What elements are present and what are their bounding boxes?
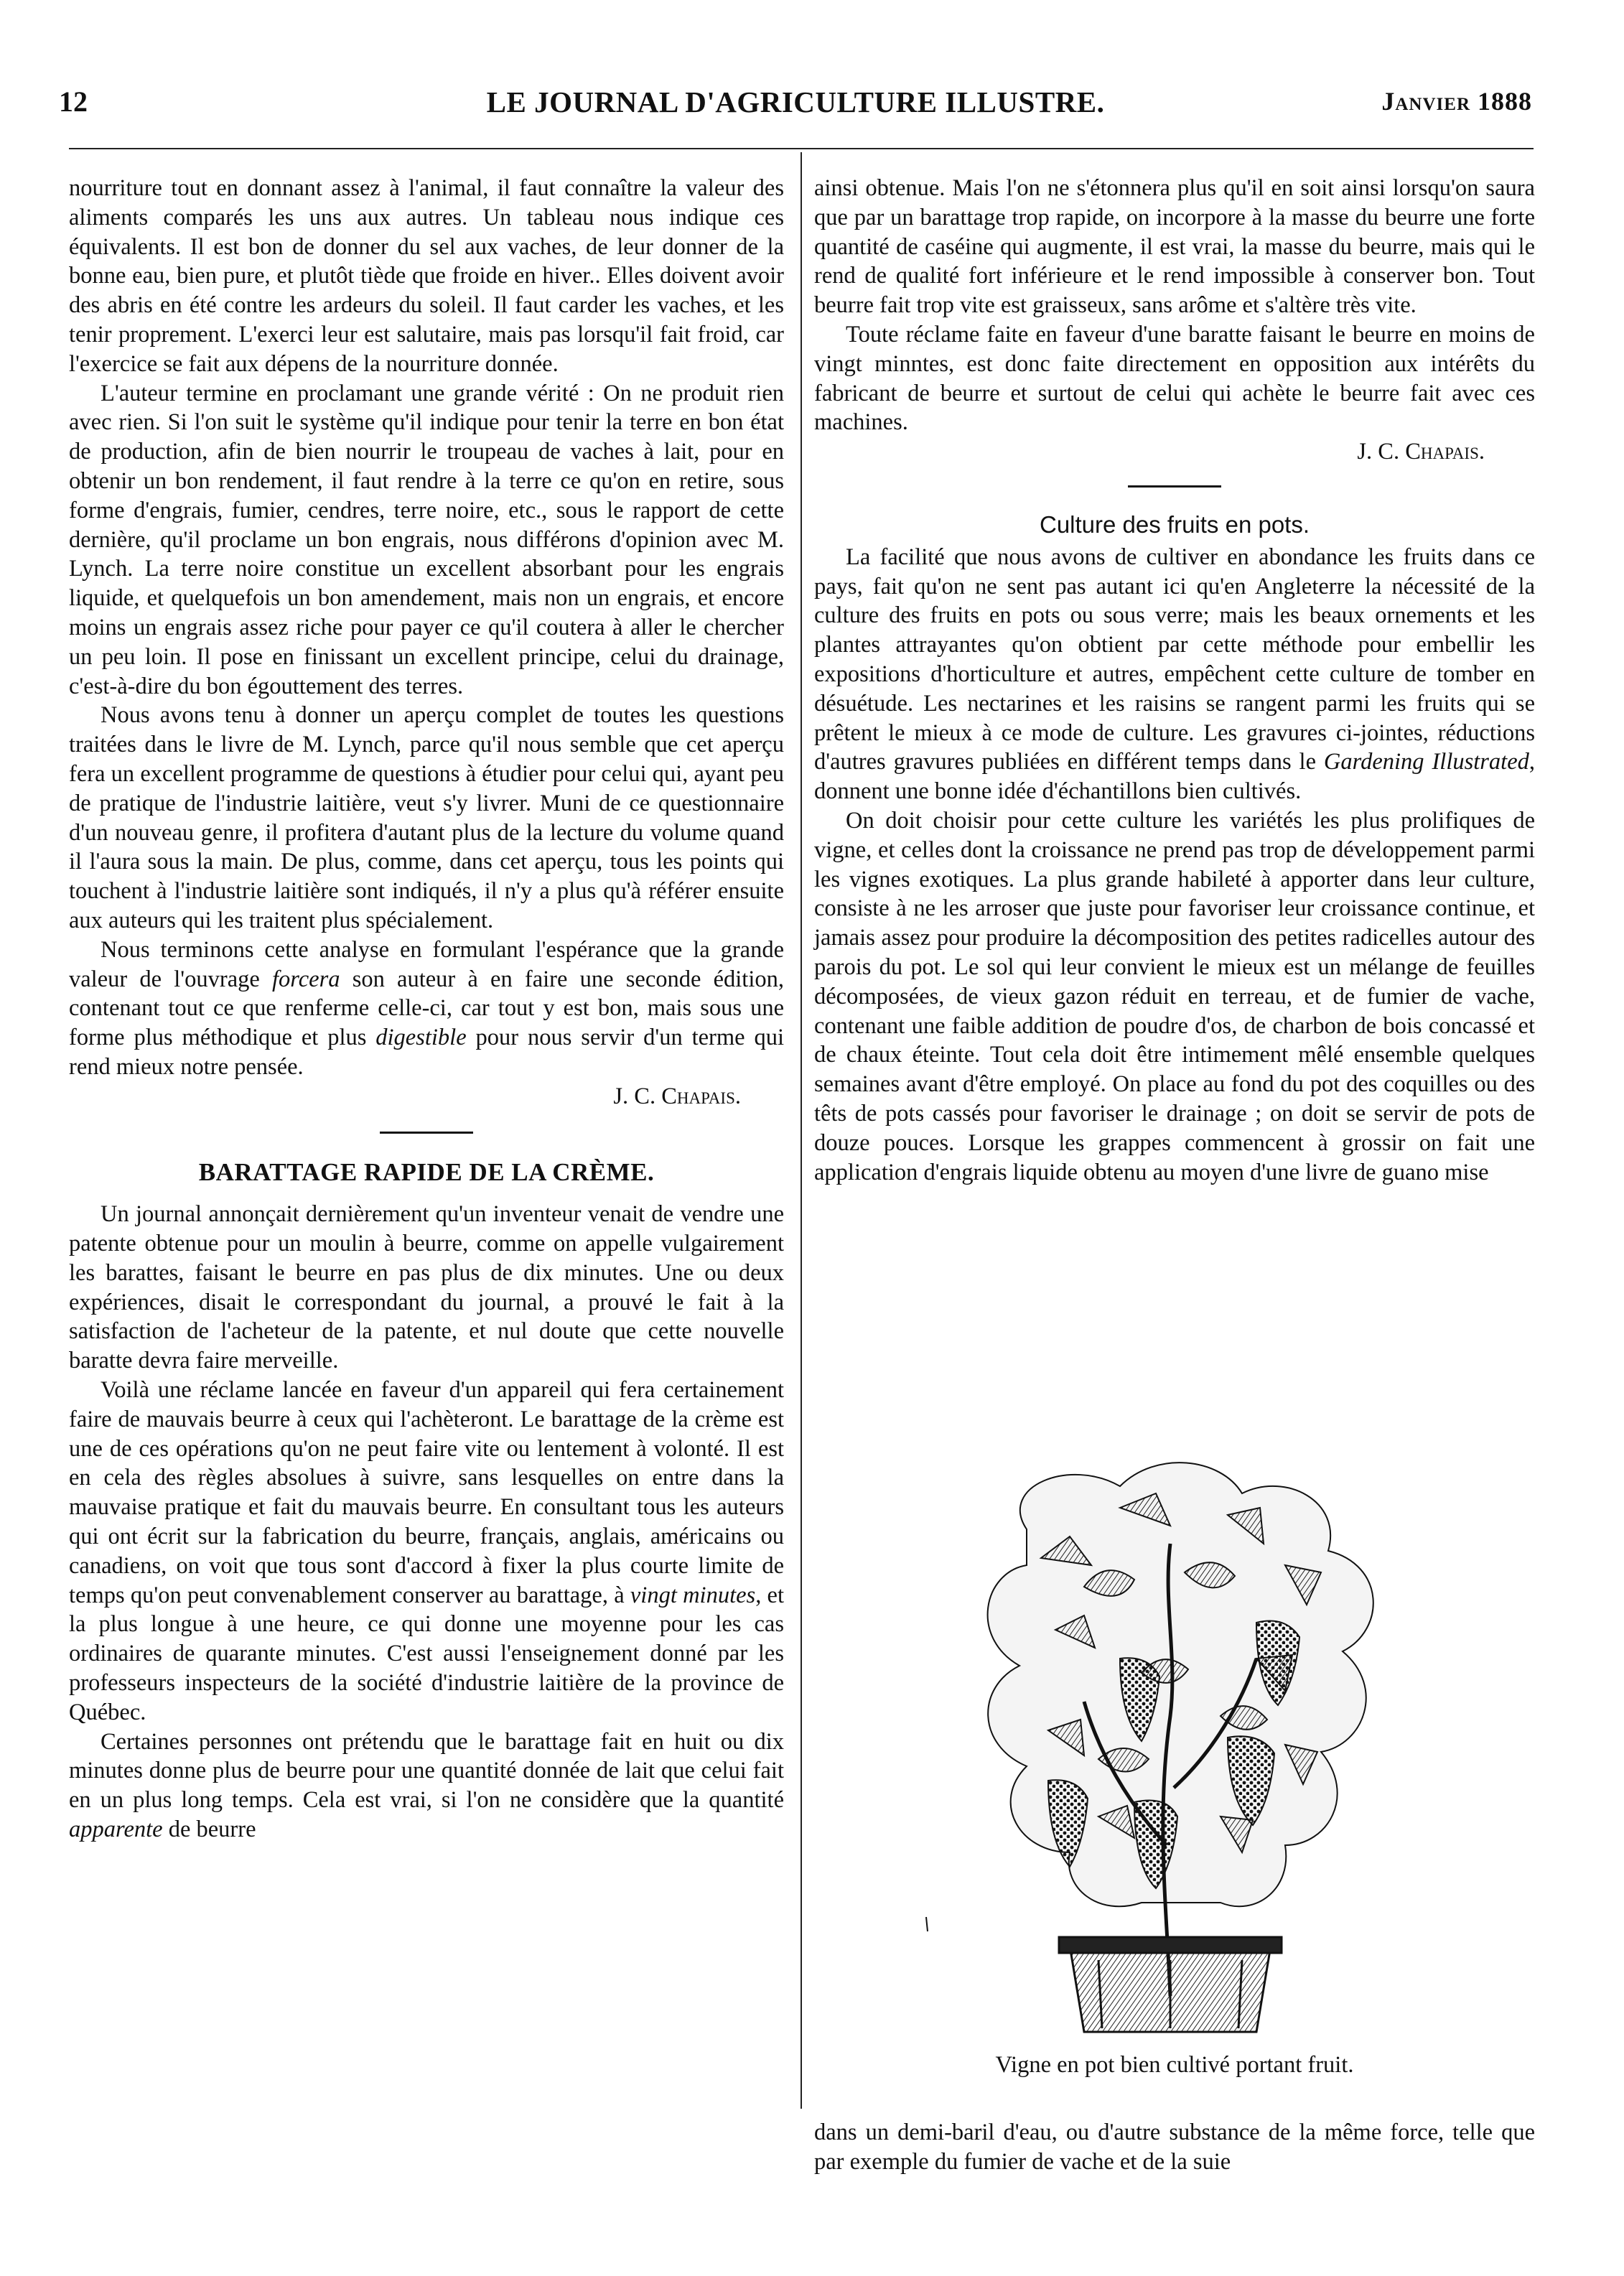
figure-caption: Vigne en pot bien cultivé portant fruit.: [995, 2052, 1354, 2078]
paragraph: Voilà une réclame lancée en faveur d'un appareil qui fera certainement faire de mauvais beurre à ceux qui l'achèteront. Le barattage de la crème est une de ces opérations qu'on ne peut faire vite ou lentement à volonté. Il est en cela des règles absolues à suivre, sans lesquelles on entre dans la mauvaise pratique et fait du mauvais beurre. En consultant tous les auteurs qui ont écrit sur la fabrication du beurre, français, anglais, américains ou canadiens, on voit que tous sont d'accord à fixer la plus courte limite de temps qu'on peut convenablement conserver au barattage, à vingt minutes, et la plus longue à une heure, ce qui donne une moyenne pour les cas ordinaires de quarante minutes. C'est aussi l'enseignement donné par les professeurs inspecteurs de la société d'industrie laitière de la province de Québec.: [69, 1377, 784, 1725]
column-divider: [801, 152, 802, 2109]
paragraph: Un journal annonçait dernièrement qu'un inventeur venait de vendre une patente obtenue pour un moulin à beurre, comme on appelle vulgairement les barattes, faisant le beurre en pas plus de dix minutes. Une ou deux expériences, disait le correspondant du journal, a prouvé le fait à la satisfaction de l'acheteur de la patente, et nul doute que cette nouvelle baratte devra faire merveille.: [69, 1201, 784, 1374]
paragraph: La facilité que nous avons de cultiver en abondance les fruits dans ce pays, fait qu'on ne sent pas autant ici qu'en Angleterre la nécessité de la culture des fruits en pots ou sous verre; mais les beaux ornements et les plantes attrayantes qu'on obtient par cette méthode pour embellir les expositions d'horticulture et autres, empêchent cette culture de tomber en désuétude. Les nectarines et les raisins se rangent parmi les fruits qui se prêtent le mieux à ce mode de culture. Les gravures ci-jointes, réductions d'autres gravures publiées en différent temps dans le Gardening Illustrated, donnent une bonne idée d'échantillons bien cultivés.: [814, 544, 1535, 805]
section-rule: [380, 1132, 473, 1134]
grape-vine-engraving: [883, 1443, 1472, 2046]
paragraph: On doit choisir pour cette culture les variétés les plus prolifiques de vigne, et celles dont la croissance ne prend pas trop de développement parmi les vignes exotiques. La plus grande habileté à apporter dans leur culture, consiste à ne les arroser que juste pour favoriser leur croissance continue, et jamais assez pour produire la décomposition des petites radicelles autour des parois du pot. Le sol qui leur convient le mieux est un mélange de feuilles décomposées, de vieux gazon réduit en terreau, et de fumier de vache, contenant une faible addition de poudre d'os, de charbon de bois concassé et de chaux éteinte. Tout cela doit être intimement mêlé ensemble quelques semaines avant d'être employé. On place au fond du pot des coquilles ou des têts de pots cassés pour favoriser le drainage ; on doit se servir de pots de douze pouces. Lorsque les grappes commencent à grossir on fait une application d'engrais liquide obtenu au moyen d'une livre de guano mise: [814, 807, 1535, 1185]
issue-date: Janvier 1888: [1381, 87, 1532, 116]
right-column-continued: [814, 2118, 1535, 2177]
page-number: 12: [59, 85, 88, 118]
paragraph: nourriture tout en donnant assez à l'animal, il faut connaître la valeur des aliments comparés les uns aux autres. Un tableau nous indique ces équivalents. Il est bon de donner du sel aux vaches, de leur donner de la bonne eau, bien pure, et plutôt tiède que froide en hiver.. Elles doivent avoir des abris en été contre les ardeurs du soleil. Il faut carder les vaches, et les tenir proprement. L'exerci leur est salutaire, mais pas lorsqu'il fait froid, car l'exercice se fait aux dépens de la nourriture donnée.: [69, 175, 784, 377]
paragraph: Certaines personnes ont prétendu que le barattage fait en huit ou dix minutes donne plus de beurre pour une quantité donnée de lait que celui fait en un plus long temps. Cela est vrai, si l'on ne considère que la quantité apparente de beurre: [69, 1728, 784, 1843]
left-column: [69, 174, 784, 1844]
header-rule: [69, 148, 1534, 149]
paragraph: L'auteur termine en proclamant une grande vérité : On ne produit rien avec rien. Si l'on suit le système qu'il indique pour tenir la terre en bon état de production, afin de bien nourrir le troupeau de vaches à lait, pour en obtenir un bon rendement, il faut rendre à la terre ce qu'on en retire, sous forme d'engrais, fumier, cendres, terre noire, etc., sous le rapport de cette dernière, qu'il proclame un bon engrais, nous différons d'opinion avec M. Lynch. La terre noire constitue un excellent absorbant pour les engrais liquide, et quelquefois un bon amendement, mais non un engrais, et encore moins un engrais assez riche pour payer ce qu'il coutera à aller le chercher un peu loin. Il pose en finissant un excellent principe, celui du drainage, c'est-à-dire du bon égouttement des terres.: [69, 380, 784, 699]
section-title: BARATTAGE RAPIDE DE LA CRÈME.: [198, 1157, 655, 1186]
section-title: Culture des fruits en pots.: [1039, 510, 1310, 538]
paragraph: Toute réclame faite en faveur d'une baratte faisant le beurre en moins de vingt minntes, est donc faite directement en opposition aux intérêts du fabricant de beurre et surtout de celui qui achète le beurre fait avec ces machines.: [814, 321, 1535, 436]
paragraph: dans un demi-baril d'eau, ou d'autre substance de la même force, telle que par exemple du fumier de vache et de la suie: [814, 2119, 1535, 2175]
page-header: [59, 85, 1532, 128]
paragraph: Nous avons tenu à donner un aperçu complet de toutes les questions traitées dans le livre de M. Lynch, parce qu'il nous semble que cet aperçu fera un excellent programme de questions à étudier pour celui qui, ayant peu de pratique de l'industrie laitière, veut s'y livrer. Muni de ce questionnaire d'un nouveau genre, il profitera d'autant plus de la lecture du volume quand il l'aura sous la main. De plus, comme, dans cet aperçu, tous les points qui touchent à l'industrie laitière sont indiqués, il n'y a plus qu'à référer ensuite aux auteurs qui les traitent plus spécialement.: [69, 702, 784, 933]
right-column: [814, 174, 1535, 1187]
paragraph: ainsi obtenue. Mais l'on ne s'étonnera plus qu'il en soit ainsi lorsqu'on saura que par un barattage trop rapide, on incorpore à la masse du beurre une forte quantité de caséine qui augmente, il est vrai, la masse du beurre, mais qui le rend de qualité fort inférieure et le rend impossible à conserver bon. Tout beurre fait trop vite est graisseux, sans arôme et s'altère très vite.: [814, 175, 1535, 319]
author-signature: J. C. Chapais.: [1357, 439, 1485, 465]
section-rule: [1128, 485, 1221, 488]
paragraph: Nous terminons cette analyse en formulant l'espérance que la grande valeur de l'ouvrage forcera son auteur à en faire une seconde édition, contenant tout ce que renferme celle-ci, car tout y est bon, mais sous une forme plus méthodique et plus digestible pour nous servir d'un terme qui rend mieux notre pensée.: [69, 936, 784, 1080]
journal-title: LE JOURNAL D'AGRICULTURE ILLUSTRE.: [486, 85, 1105, 118]
author-signature: J. C. Chapais.: [613, 1083, 741, 1109]
